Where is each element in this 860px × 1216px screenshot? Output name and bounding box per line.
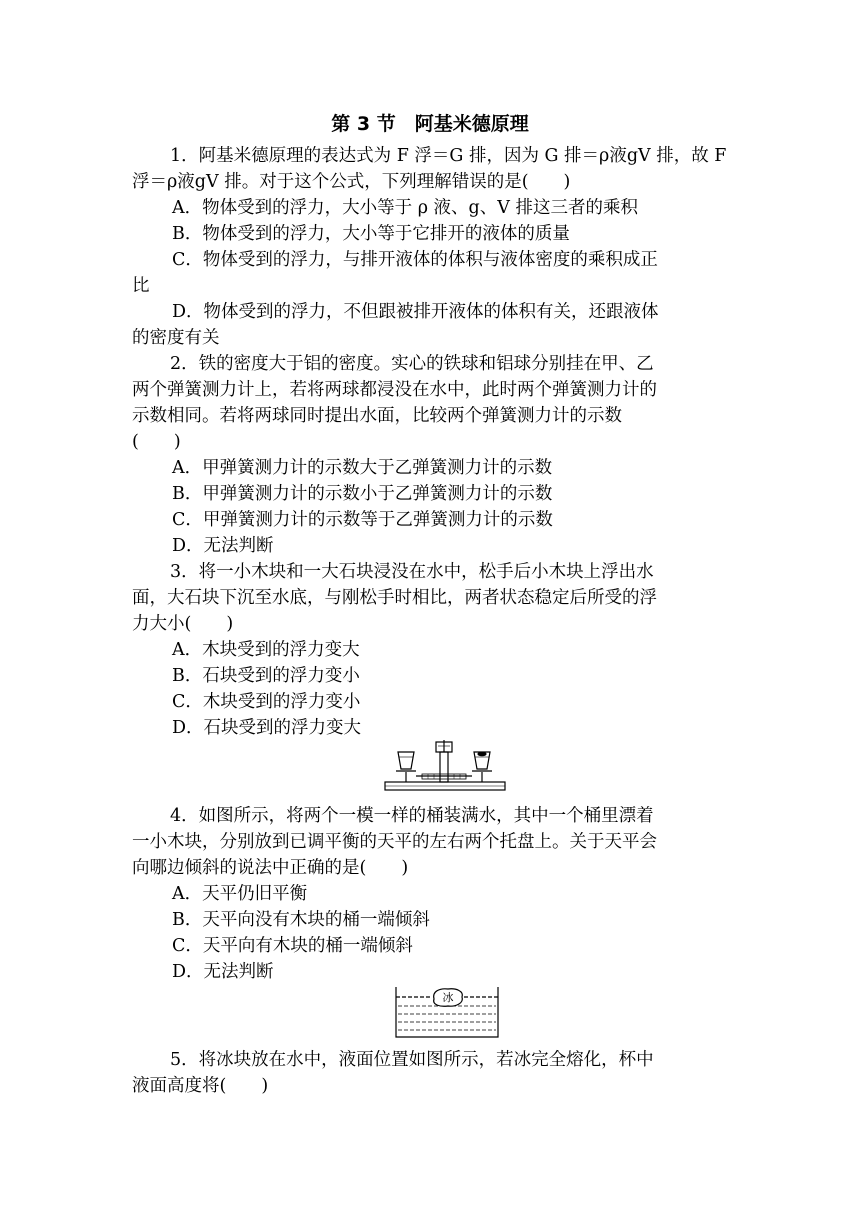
q5-stem-line2: 液面高度将( ) — [132, 1076, 269, 1096]
q1-option-c-line1: C．物体受到的浮力，与排开液体的体积与液体密度的乘积成正 — [172, 250, 658, 270]
q2-option-b: B．甲弹簧测力计的示数小于乙弹簧测力计的示数 — [172, 484, 553, 504]
q4-stem-line2: 一小木块，分别放到已调平衡的天平的左右两个托盘上。关于天平会 — [132, 832, 657, 852]
section-title: 第 3 节 阿基米德原理 — [331, 113, 529, 135]
q3-option-d: D．石块受到的浮力变大 — [172, 718, 362, 738]
q3-option-a: A．木块受到的浮力变大 — [172, 640, 360, 660]
q2-stem-line2: 两个弹簧测力计上，若将两球都浸没在水中，此时两个弹簧测力计的 — [132, 380, 657, 400]
q5-stem-line1: 5．将冰块放在水中，液面位置如图所示，若冰完全熔化，杯中 — [170, 1050, 654, 1070]
balance-scale-figure — [382, 738, 508, 796]
q4-option-b: B．天平向没有木块的桶一端倾斜 — [172, 910, 430, 930]
q4-option-d: D．无法判断 — [172, 962, 274, 982]
q2-option-c: C．甲弹簧测力计的示数等于乙弹簧测力计的示数 — [172, 510, 553, 530]
q2-stem-line3: 示数相同。若将两球同时提出水面，比较两个弹簧测力计的示数 — [132, 406, 622, 426]
ice-label: 冰 — [442, 991, 454, 1004]
q2-option-a: A．甲弹簧测力计的示数大于乙弹簧测力计的示数 — [172, 458, 553, 478]
q1-option-b: B．物体受到的浮力，大小等于它排开的液体的质量 — [172, 224, 570, 244]
q2-option-d: D．无法判断 — [172, 536, 274, 556]
q3-stem-line2: 面，大石块下沉至水底，与刚松手时相比，两者状态稳定后所受的浮 — [132, 588, 657, 608]
q3-stem-line1: 3．将一小木块和一大石块浸没在水中，松手后小木块上浮出水 — [170, 562, 654, 582]
q3-stem-line3: 力大小( ) — [132, 614, 234, 634]
q1-option-d-line2: 的密度有关 — [132, 328, 220, 348]
q1-stem-line2: 浮＝ρ液gV 排。对于这个公式，下列理解错误的是( ) — [132, 172, 571, 192]
q1-option-a: A．物体受到的浮力，大小等于 ρ 液、g、V 排这三者的乘积 — [172, 198, 638, 218]
q1-option-d-line1: D．物体受到的浮力，不但跟被排开液体的体积有关，还跟液体 — [172, 302, 659, 322]
q4-option-c: C．天平向有木块的桶一端倾斜 — [172, 936, 413, 956]
ice-in-water-figure — [394, 985, 500, 1041]
q4-stem-line3: 向哪边倾斜的说法中正确的是( ) — [132, 858, 409, 878]
q1-option-c-line2: 比 — [132, 276, 150, 296]
q1-stem-line1: 1．阿基米德原理的表达式为 F 浮＝G 排，因为 G 排＝ρ液gV 排，故 F — [170, 146, 727, 166]
q3-option-c: C．木块受到的浮力变小 — [172, 692, 361, 712]
q3-option-b: B．石块受到的浮力变小 — [172, 666, 360, 686]
q4-stem-line1: 4．如图所示，将两个一模一样的桶装满水，其中一个桶里漂着 — [170, 806, 654, 826]
q2-stem-line4: ( ) — [132, 432, 181, 452]
q4-option-a: A．天平仍旧平衡 — [172, 884, 308, 904]
q2-stem-line1: 2．铁的密度大于铝的密度。实心的铁球和铝球分别挂在甲、乙 — [170, 354, 654, 374]
